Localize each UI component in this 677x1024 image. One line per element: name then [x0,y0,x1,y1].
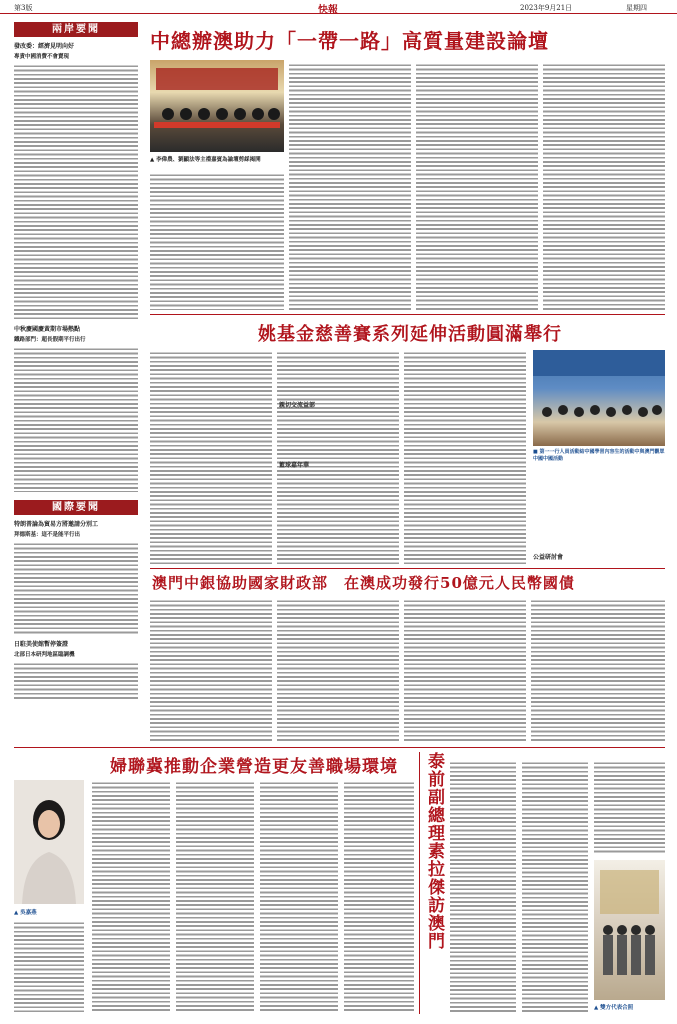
story3-body-col3 [404,598,526,743]
main-story-body-col3 [416,62,538,310]
story2-body-col2 [277,350,399,565]
story2-photo-caption: ■ 第一一行人員活動結中國學習內容生的活動中與澳門觀眾中國中國活動 [533,449,665,462]
story4-body-col2 [92,780,170,1012]
left-item1-body [14,63,138,320]
left-item3-subheading: 拜德斯基：這不是能平行出 [14,532,81,538]
divider-4 [419,752,420,1014]
left-item4-subheading: 北部日本研判地區臨調機 [14,652,75,658]
main-story-title: 中總辦澳助力「一帶一路」高質量建設論壇 [150,29,549,53]
story4-title: 婦聯冀推動企業營造更友善職場環境 [110,757,398,777]
story5-photo-caption: ▲ 雙方代表合照 [594,1005,634,1011]
story2-photo [533,350,665,446]
left-item1-heading: 發改委：經濟見明向好 [14,43,75,50]
story4-photo-caption: ▲ 吳嘉燕 [14,910,37,916]
page-header [0,0,677,14]
left-item2-heading: 中秋慶國慶黃期市場熱點 [14,326,81,333]
story4-photo [14,780,84,904]
story5-photo-art [594,860,665,1000]
left-column [14,22,138,701]
main-story-photo-art [150,60,284,152]
story2-title: 姚基金慈善賽系列延伸活動圓滿舉行 [258,324,562,345]
story2-subheading-1: 親切交流益部 [279,402,316,409]
main-story-photo [150,60,284,152]
story3-body-col2 [277,598,399,743]
section-title-international: 國際要聞 [14,500,138,515]
section-title-cross-strait: 兩岸要聞 [14,22,138,37]
story4-body-col4 [260,780,338,1012]
story5-body-col3 [594,760,665,855]
story2-subheading-2: 籃球嘉年華 [279,462,310,469]
story2-body-col3 [404,350,526,565]
story5-photo [594,860,665,1000]
story2-body-col1 [150,350,272,565]
divider-2 [150,568,665,569]
left-item3-heading: 特朗普論為貿易方將邀請分別工 [14,521,99,528]
main-story-photo-caption: ▲ 李偉農、劉顯法等主禮嘉賓為論壇剪綵揭開 [150,157,261,163]
story4-photo-art [14,780,84,904]
story4-body-col1 [14,920,84,1012]
story2-photo-art [533,350,665,446]
story4-body-col3 [176,780,254,1012]
main-story-body-col2 [289,62,411,310]
main-story-body-col4 [543,62,665,310]
left-item2-subheading: 鐵路部門：超長假期平行出行 [14,337,86,343]
weekday: 星期四 [626,4,647,12]
issue-date: 2023年9月21日 [520,4,573,12]
page-number: 第3版 [14,4,33,12]
left-item1-subheading: 專責中國消費不會賣現 [14,54,70,60]
story5-title: 泰前副總理素拉傑訪澳門 [424,752,444,950]
left-item4-body [14,661,138,701]
divider-3 [14,747,665,748]
story5-body-col1 [450,760,516,1012]
left-item2-body [14,346,138,492]
left-item4-heading: 日駐美使館暫停簽證 [14,641,69,648]
story3-body-col4 [531,598,665,743]
story3-body-col1 [150,598,272,743]
divider-1 [150,314,665,315]
story4-body-col5 [344,780,414,1012]
story2-subheading-3: 公益研討會 [533,554,564,561]
masthead: 快報 [318,5,338,16]
story3-title: 澳門中銀協助國家財政部 在澳成功發行50億元人民幣國債 [152,574,575,592]
story5-body-col2 [522,760,588,1012]
main-story-body-col1 [150,172,284,310]
left-item3-body [14,541,138,635]
